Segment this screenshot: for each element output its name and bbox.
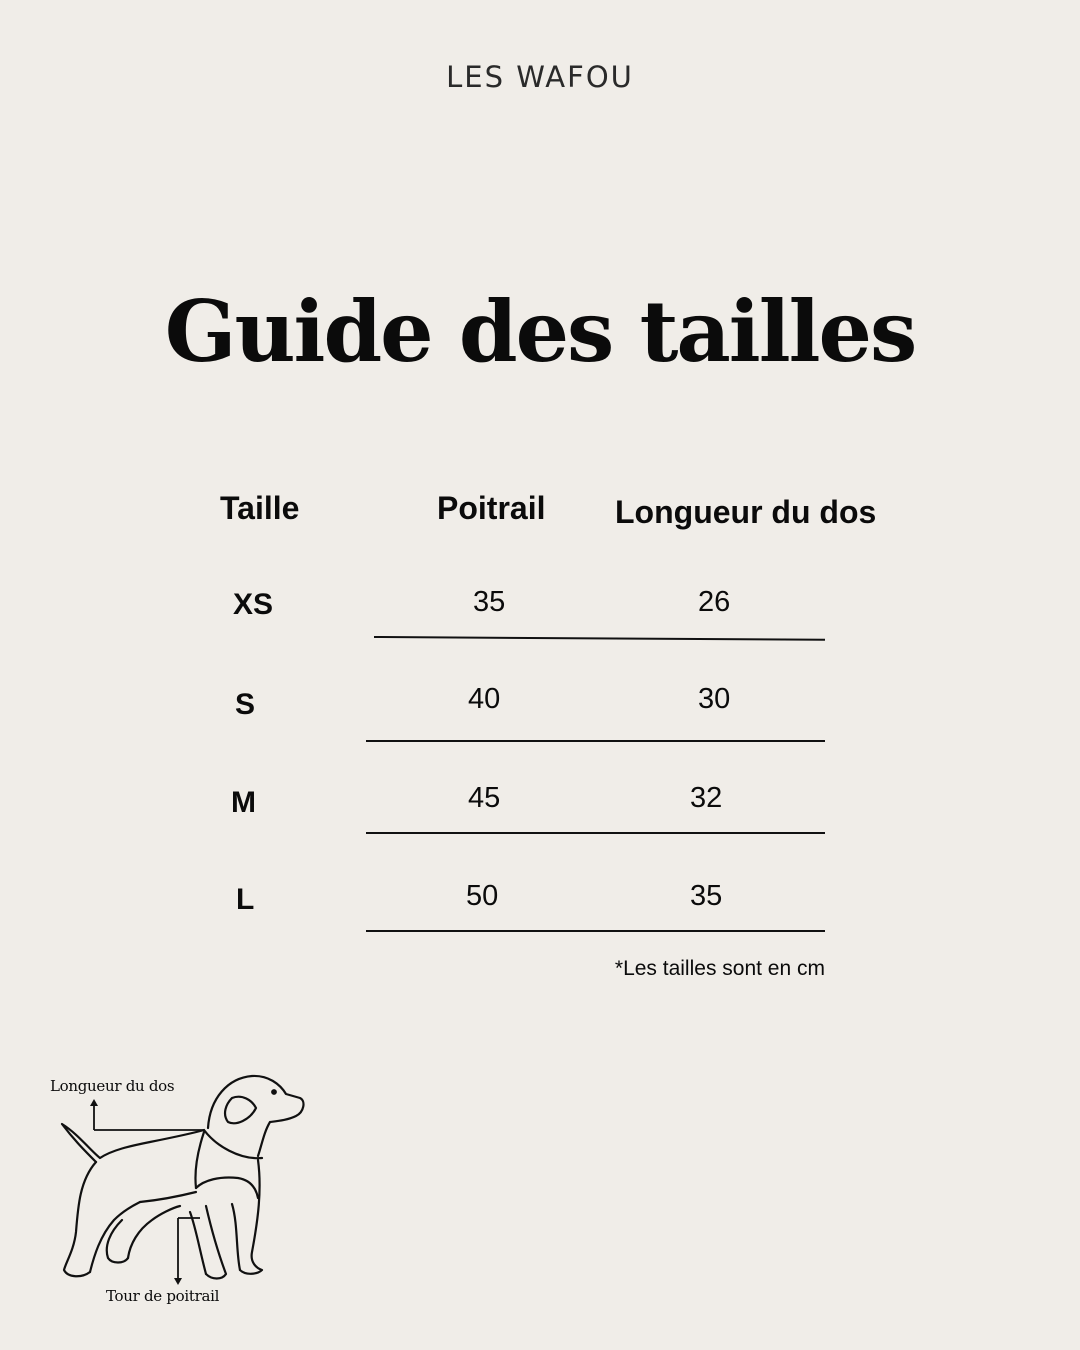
row-divider [366, 930, 825, 932]
poitrail-value: 45 [468, 782, 501, 814]
header-longueur-dos: Longueur du dos [615, 494, 877, 530]
label-longueur-dos: Longueur du dos [50, 1077, 175, 1095]
header-taille: Taille [220, 490, 300, 526]
dos-value: 32 [690, 782, 723, 814]
poitrail-value: 35 [473, 586, 506, 618]
row-divider [366, 740, 825, 742]
row-divider [374, 636, 825, 641]
size-label: M [231, 786, 256, 819]
brand-logo: LES WAFOU [446, 60, 634, 94]
size-label: L [236, 883, 255, 916]
header-poitrail: Poitrail [437, 490, 546, 526]
poitrail-value: 50 [466, 880, 499, 912]
poitrail-value: 40 [468, 683, 501, 715]
dos-value: 35 [690, 880, 723, 912]
size-label: XS [233, 588, 274, 621]
row-divider [366, 832, 825, 834]
units-note: *Les tailles sont en cm [614, 957, 825, 980]
page-title: Guide des tailles [164, 282, 916, 381]
dos-value: 30 [698, 683, 731, 715]
label-tour-poitrail: Tour de poitrail [106, 1287, 220, 1305]
dos-value: 26 [698, 586, 731, 618]
size-label: S [235, 688, 256, 721]
dog-outline-icon [40, 1060, 320, 1300]
